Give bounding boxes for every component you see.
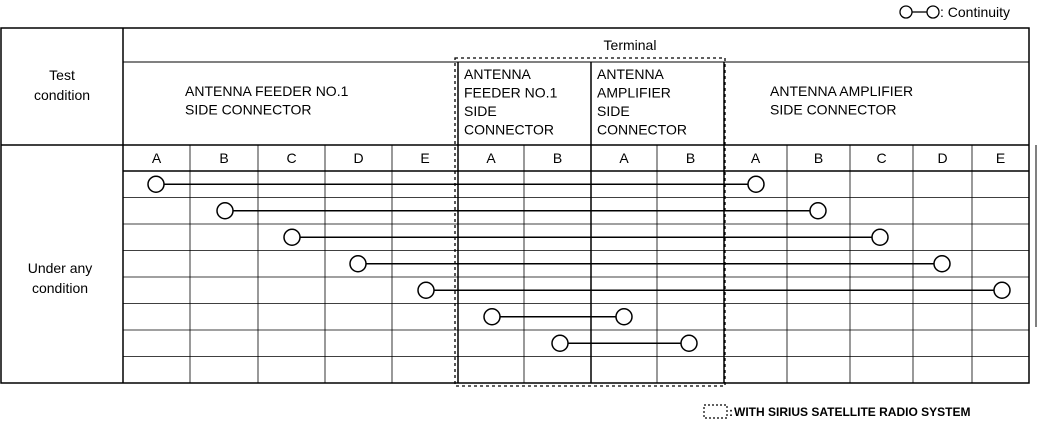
connector-group-label-line: ANTENNA	[464, 66, 531, 82]
connector-group-label-line: CONNECTOR	[597, 121, 687, 138]
connector-group-label-line: FEEDER NO.1	[464, 84, 558, 101]
connector-group-label-line: SIDE CONNECTOR	[185, 101, 312, 118]
terminal-label-sirius-feeder1-b: B	[552, 150, 563, 166]
connector-group-label-line: ANTENNA	[597, 66, 664, 82]
condition-label	[28, 260, 93, 296]
terminal-label-feeder1-c: C	[286, 150, 297, 166]
continuity-legend-label: : Continuity	[940, 4, 1011, 20]
dashed-box-icon	[704, 405, 727, 418]
terminal-label-feeder1-d: D	[353, 150, 364, 166]
connector-group-labels	[185, 66, 913, 138]
terminal-header: Terminal	[603, 37, 657, 53]
test-condition-header	[34, 67, 90, 103]
terminal-label-amplifier-e: E	[995, 150, 1006, 166]
continuity-connection	[552, 335, 697, 351]
sirius-legend-prefix: :	[729, 405, 733, 419]
continuity-node	[552, 335, 568, 351]
connector-group-label-line: ANTENNA FEEDER NO.1	[185, 83, 349, 99]
connector-group-label-line: SIDE	[464, 103, 497, 119]
terminal-label-amplifier-b: B	[813, 150, 824, 166]
connector-group-label-line: ANTENNA AMPLIFIER	[770, 83, 914, 99]
terminal-label-feeder1-a: A	[151, 150, 162, 166]
continuity-node	[872, 229, 888, 245]
terminal-letter-row	[152, 150, 1005, 166]
continuity-connections	[148, 176, 1010, 351]
test-condition-header-line: condition	[33, 87, 91, 103]
terminal-label-sirius-amplifier-b: B	[685, 150, 696, 166]
connector-group-label-line: CONNECTOR	[464, 121, 554, 138]
terminal-label-amplifier-c: C	[876, 150, 887, 166]
connector-group-label-line: SIDE	[597, 103, 630, 119]
test-condition-header-line: Test	[49, 67, 75, 83]
continuity-connection	[418, 282, 1010, 298]
condition-label-line: condition	[31, 280, 89, 296]
continuity-legend	[900, 4, 1010, 20]
continuity-connection	[148, 176, 764, 192]
condition-label-line: Under any	[27, 260, 93, 276]
sirius-legend-label: WITH SIRIUS SATELLITE RADIO SYSTEM	[734, 405, 971, 419]
continuity-symbol-icon	[900, 6, 939, 18]
terminal-label-sirius-feeder1-a: A	[486, 150, 496, 166]
continuity-connection	[284, 229, 888, 245]
continuity-node	[748, 176, 764, 192]
sirius-legend	[704, 405, 970, 419]
continuity-node	[934, 256, 950, 272]
continuity-node	[284, 229, 300, 245]
continuity-node	[616, 309, 632, 325]
continuity-node	[810, 203, 826, 219]
continuity-node	[350, 256, 366, 272]
terminal-label-amplifier-a: A	[750, 150, 761, 166]
continuity-node	[148, 176, 164, 192]
continuity-node	[994, 282, 1010, 298]
continuity-connection	[484, 309, 632, 325]
continuity-node	[418, 282, 434, 298]
terminal-label-feeder1-e: E	[420, 150, 430, 166]
connector-group-label-line: SIDE CONNECTOR	[770, 101, 897, 118]
continuity-connection	[350, 256, 950, 272]
continuity-node	[681, 335, 697, 351]
terminal-label-feeder1-b: B	[219, 150, 229, 166]
terminal-label-sirius-amplifier-a: A	[619, 150, 629, 166]
continuity-node	[217, 203, 233, 219]
continuity-connection	[217, 203, 826, 219]
continuity-node	[484, 309, 500, 325]
connector-group-label-line: AMPLIFIER	[597, 84, 671, 101]
terminal-label-amplifier-d: D	[937, 150, 948, 166]
